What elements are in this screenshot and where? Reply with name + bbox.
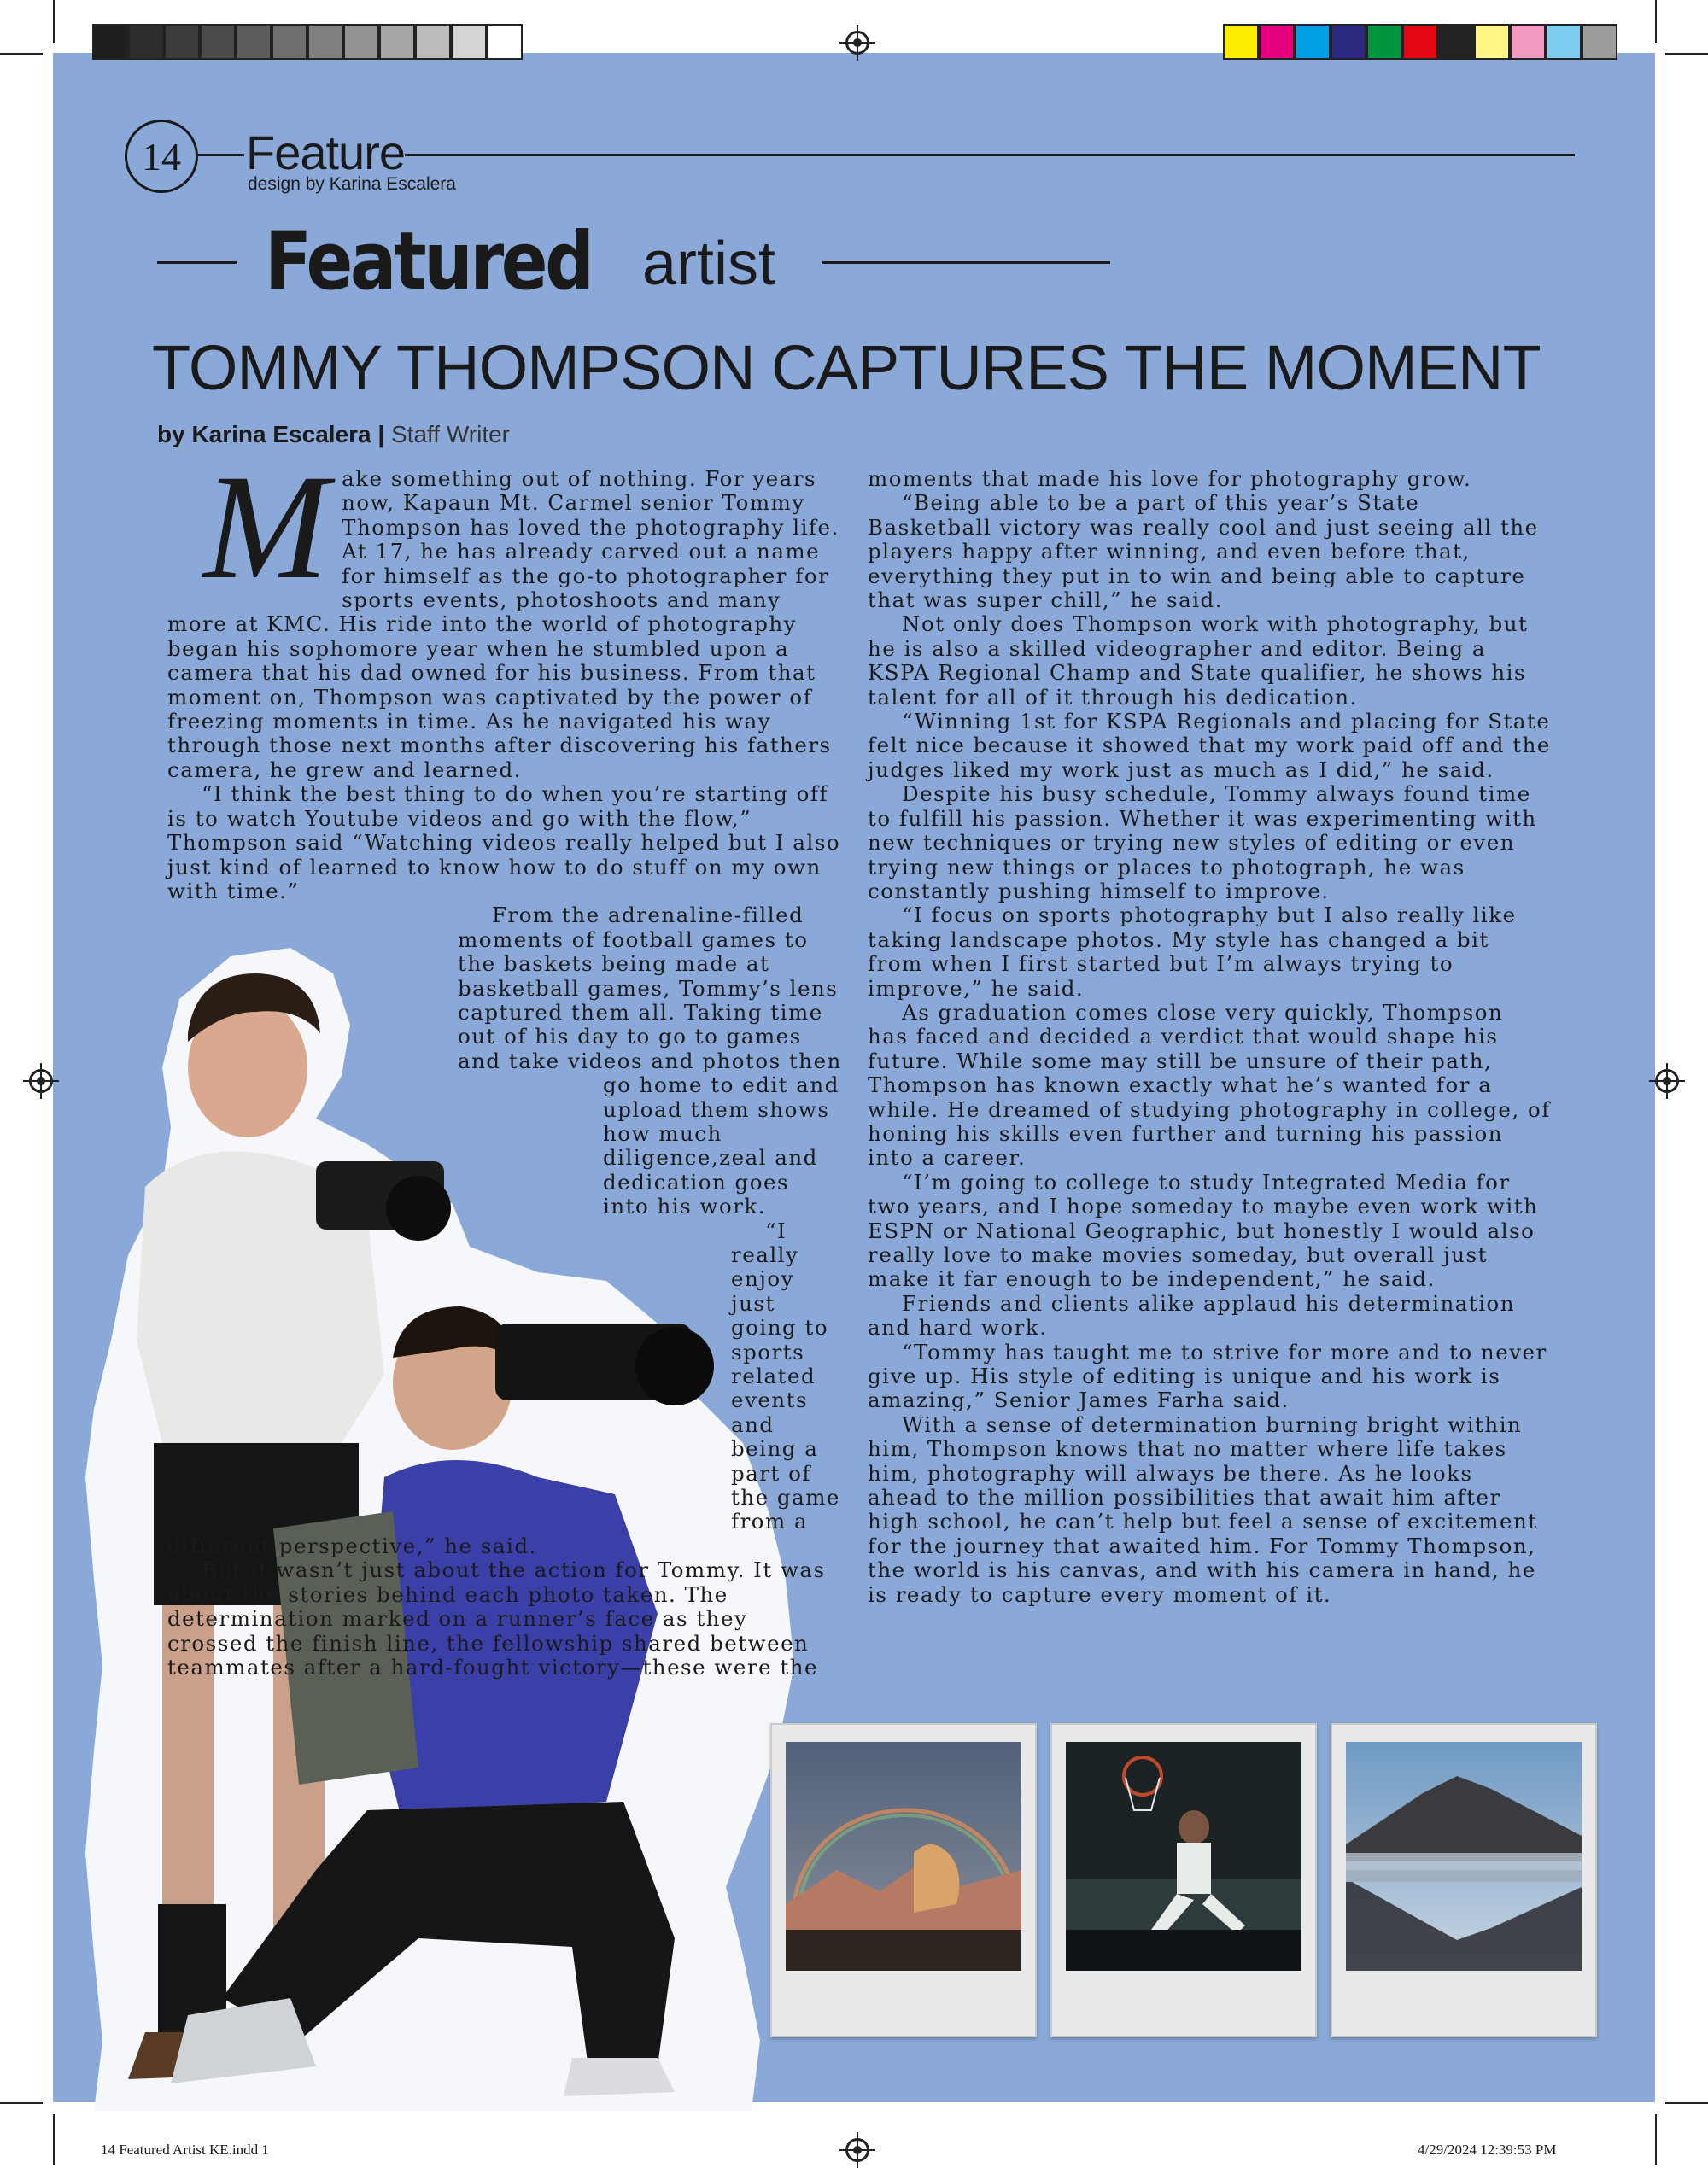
mountain-lake-photo (1346, 1742, 1582, 1971)
registration-mark-icon (29, 1069, 53, 1093)
paragraph: As graduation comes close very quickly, Thompson has faced and decided a verdict that would shape his future. While some may still be unsure of their path, Thompson has known exactly what he’s wanted for a while. He dreamed of studying photography in college, of honing his skills even further and turning his passion into a career. (868, 999, 1551, 1171)
crop-mark (53, 0, 55, 43)
paragraph: “I focus on sports photography but I also really like taking landscape photos. My style has changed a bit from when I first started but I’m always trying to improve,” he said. (868, 903, 1517, 1001)
crop-mark (1665, 53, 1708, 55)
polaroid-basketball (1050, 1723, 1317, 2037)
rainbow-landscape-photo (786, 1742, 1021, 1971)
paragraph: Despite his busy schedule, Tommy always found time to fulfill his passion. Whether it was experimenting with new techniques or trying new styles of editing or even trying new things or places to photograph, he was constantly pushing himself to improve. (868, 781, 1537, 903)
design-credit: design by Karina Escalera (248, 174, 456, 194)
crop-mark (1665, 2102, 1708, 2104)
paragraph: “Tommy has taught me to strive for more and to never give up. His style of editing is unique and his work is amazing,” Senior James Farha said. (868, 1339, 1547, 1413)
kicker-artist: artist (642, 230, 776, 298)
registration-mark-icon (845, 31, 869, 55)
byline-name: by Karina Escalera | (157, 421, 385, 447)
drop-cap: M (203, 444, 330, 611)
section-title: Feature (246, 126, 405, 179)
article-column-1 (167, 444, 842, 1680)
paragraph: “I think the best thing to do when you’re starting off is to watch Youtube videos and go with the flow,” Thompson said “Watching videos really helped but I also just kind of learned to know how to do stuff on my own with time.” (167, 781, 841, 903)
file-slug: 14 Featured Artist KE.indd 1 (101, 2142, 269, 2158)
registration-mark-icon (845, 2138, 869, 2162)
paragraph: Not only does Thompson work with photography, but he is also a skilled videographer and editor. Being a KSPA Regional Champ and State qualifier, he shows his talent for all of it through his dedication. (868, 611, 1529, 710)
kicker-rule (157, 261, 237, 264)
paragraph: Friends and clients alike applaud his determination and hard work. (868, 1290, 1516, 1341)
kicker-rule (822, 261, 1110, 264)
byline-role: Staff Writer (391, 421, 511, 447)
paragraph: ake something out of nothing. For years now, Kapaun Mt. Carmel senior Tommy Thompson has loved the photography life. At 17, he has already carved out a name for himself as the go-to photographer for sports events, photoshoots and many more at KMC. His ride into the world of photography began his sophomore year when he stumbled upon a camera that his dad owned for his business. From that moment on, Thompson was captivated by the power of freezing moments in time. As he navigated his way through those next months after discovering his fathers camera, he grew and learned. (167, 466, 839, 782)
headline: TOMMY THOMPSON CAPTURES THE MOMENT (152, 332, 1541, 403)
print-timestamp: 4/29/2024 12:39:53 PM (1418, 2142, 1557, 2158)
paragraph: “I’m going to college to study Integrated Media for two years, and I hope someday to maybe even work with ESPN or National Geographic, but honestly I would also really love to make movies someday, but overall just make it far enough to be independent,” he said. (868, 1169, 1539, 1292)
polaroid-rainbow (770, 1723, 1037, 2037)
crop-mark (53, 2114, 55, 2165)
paragraph: moments that made his love for photography grow. (868, 466, 1472, 491)
paragraph: “I really enjoy just going to sports related events and being a part of the game from a different perspective,” he said. (167, 1218, 840, 1558)
crop-mark (1655, 0, 1657, 43)
registration-mark-icon (1655, 1069, 1679, 1093)
crop-mark (0, 53, 43, 55)
page-number: 14 (125, 120, 198, 193)
paragraph: “Being able to be a part of this year’s State Basketball victory was really cool and just seeing all the players happy after winning, and even before that, everything they put in to win and being able to capture that was super chill,” he said. (868, 490, 1539, 613)
basketball-dunk-photo (1066, 1742, 1301, 1971)
paragraph: With a sense of determination burning bright within him, Thompson knows that no matter where life takes him, photography will always be there. As he looks ahead to the million possibilities that await him after high school, he can’t help but feel a sense of excitement for the journey that awaited him. For Tommy Thompson, the world is his canvas, and with his camera in hand, he is ready to capture every moment of it. (868, 1411, 1538, 1607)
crop-mark (0, 2102, 43, 2104)
paragraph: From the adrenaline-filled moments of football games to the baskets being made at basketball games, Tommy’s lens captured them all. Taking time out of his day to go to games and take videos and photos then go home to edit and upload them shows how much diligence,zeal and dedication goes into his work. (458, 903, 842, 1219)
header-rule (198, 154, 244, 156)
polaroid-mountain (1331, 1723, 1597, 2037)
article-column-2 (868, 467, 1551, 1607)
kicker-featured: Featured (265, 215, 592, 308)
header-rule (405, 154, 1575, 156)
crop-mark (1655, 2114, 1657, 2165)
paragraph: But it wasn’t just about the action for Tommy. It was about the stories behind each photo taken. The determination marked on a runner’s face as they crossed the finish line, the fellowship shared between teammates after a hard-fought victory—these were the (167, 1557, 826, 1680)
paragraph: “Winning 1st for KSPA Regionals and placing for State felt nice because it showed that my work paid off and the judges liked my work just as much as I did,” he said. (868, 709, 1551, 782)
